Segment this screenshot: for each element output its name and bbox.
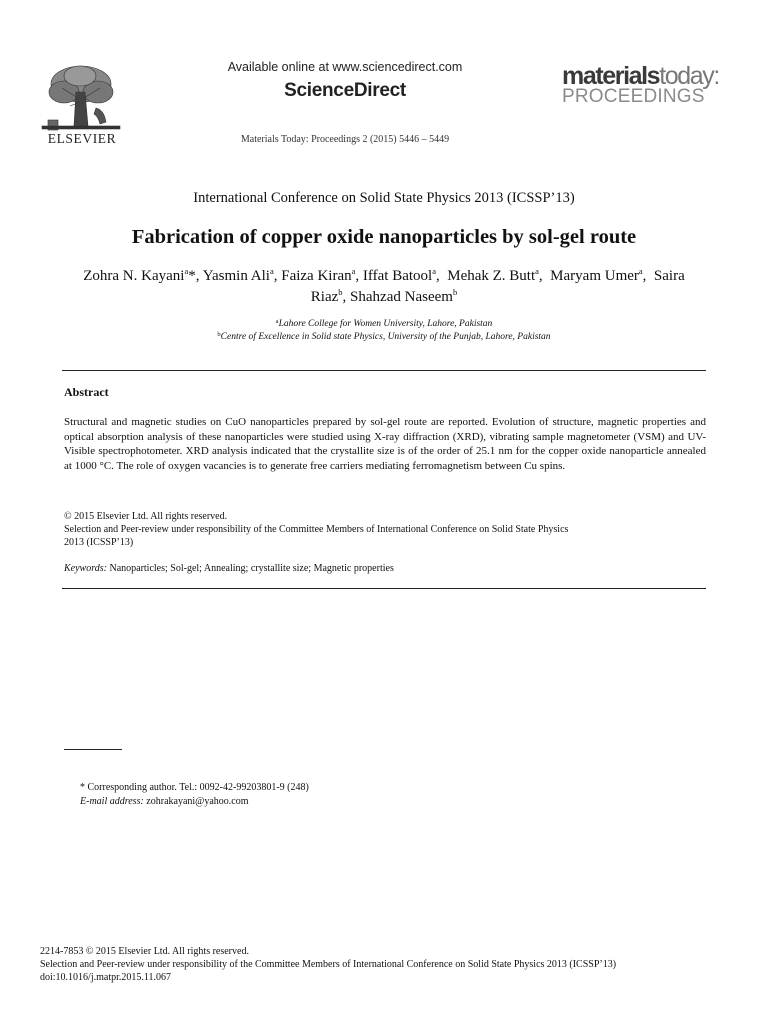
author-affiliation-marker: b <box>452 287 458 297</box>
author-separator: , <box>642 268 654 284</box>
author-affiliation-marker: b <box>338 287 343 297</box>
author-affiliation-marker: a <box>269 266 274 276</box>
keywords-label: Keywords: <box>64 563 107 574</box>
email-note <box>80 796 249 807</box>
affiliation-a-marker: a <box>275 318 279 325</box>
bottom-divider <box>62 588 706 589</box>
bottom-legal <box>40 945 720 984</box>
peer-review-notice-line2: 2013 (ICSSP’13) <box>64 537 134 548</box>
affiliation-b-text: Centre of Excellence in Solid state Physics, University of the Punjab, Lahore, Pakistan <box>220 332 551 342</box>
author-name: Maryam Umer <box>550 268 639 284</box>
author-separator: , <box>273 268 282 284</box>
author-name: Zohra N. Kayani <box>83 268 185 284</box>
doi: doi:10.1016/j.matpr.2015.11.067 <box>40 972 172 983</box>
author-name: Faiza Kiran <box>281 268 352 284</box>
author-affiliation-marker: a <box>535 266 539 276</box>
bottom-peer-review: Selection and Peer-review under responsibility of the Committee Members of International Conference on Solid State Physics 2013 (ICSSP’13) <box>40 959 617 970</box>
author-separator: , <box>538 268 551 284</box>
affiliation-a-text: Lahore College for Women University, Lahore, Pakistan <box>278 319 493 329</box>
peer-review-notice-line1: Selection and Peer-review under responsibility of the Committee Members of International Conference on Solid State Physics <box>64 524 569 535</box>
journal-citation: Materials Today: Proceedings 2 (2015) 5446 – 5449 <box>240 134 450 145</box>
author-affiliation-marker: a <box>638 266 643 276</box>
mt-logo-today: today: <box>659 62 719 90</box>
footnote-rule <box>64 749 122 750</box>
abstract-body: Structural and magnetic studies on CuO nanoparticles prepared by sol-gel route are reported. Evolution of structure, magnetic properties and optical absorption analysis of these nanoparticles were studied using X-ray diffraction (XRD), vibrating sample magnetometer (VSM) and UV-Visible spectrophotometer. XRD analysis indicated that the crystallite size is of the order of 25.1 nm for the copper oxide nanoparticle annealed at 1000 °C. The role of oxygen vacancies is to generate free carriers mediating ferromagnetism between Cu spins. <box>64 416 706 472</box>
affiliation-b <box>60 331 708 344</box>
author-name: Yasmin Ali <box>202 268 270 284</box>
keywords-text: Nanoparticles; Sol-gel; Annealing; crystallite size; Magnetic properties <box>109 563 394 574</box>
author-name: Shahzad Naseem <box>350 289 453 305</box>
available-online-text: Available online at www.sciencedirect.com <box>227 60 463 74</box>
top-divider <box>62 370 706 371</box>
author-affiliation-marker: a <box>184 266 189 276</box>
mt-logo-materials: materials <box>562 62 660 90</box>
abstract-heading: Abstract <box>64 385 109 399</box>
author-separator: , <box>342 289 351 305</box>
elsevier-wordmark: ELSEVIER <box>47 131 117 146</box>
affiliation-b-marker: b <box>217 331 221 338</box>
author-separator: *, <box>188 268 203 284</box>
issn-copyright: 2214-7853 © 2015 Elsevier Ltd. All rights reserved. <box>40 946 249 957</box>
paper-title: Fabrication of copper oxide nanoparticles by sol-gel route <box>131 226 637 248</box>
author-name: Iffat Batool <box>362 268 433 284</box>
author-list <box>60 266 708 308</box>
email-address: zohrakayani@yahoo.com <box>146 796 249 807</box>
corresponding-author-note: * Corresponding author. Tel.: 0092-42-99203801-9 (248) <box>80 782 309 793</box>
sciencedirect-logo: ScienceDirect <box>284 80 406 101</box>
author-name: Saira Riaz <box>310 268 685 305</box>
author-name: Mehak Z. Butt <box>447 268 536 284</box>
keywords <box>64 563 394 574</box>
author-separator: , <box>435 268 448 284</box>
author-separator: , <box>355 268 363 284</box>
conference-name: International Conference on Solid State Physics 2013 (ICSSP’13) <box>193 190 575 206</box>
email-label: E-mail address: <box>80 796 144 807</box>
affiliation-a <box>60 318 708 331</box>
mt-logo-proceedings: PROCEEDINGS <box>562 86 705 107</box>
materials-today-logo <box>562 64 732 106</box>
author-affiliation-marker: a <box>351 266 356 276</box>
copyright-notice: © 2015 Elsevier Ltd. All rights reserved. <box>64 511 228 522</box>
author-affiliation-marker: a <box>432 266 436 276</box>
